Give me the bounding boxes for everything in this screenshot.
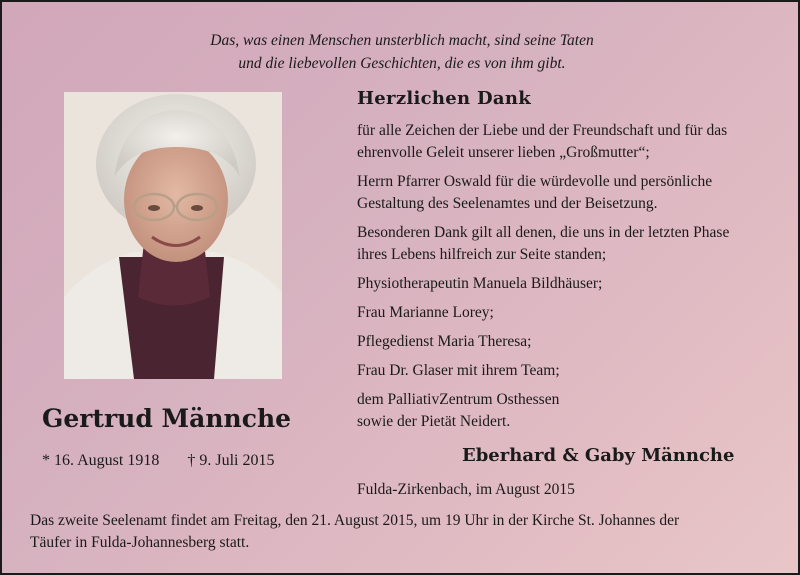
life-dates	[42, 452, 274, 470]
family-signature: Eberhard & Gaby Männche	[462, 445, 735, 466]
birth-date: * 16. August 1918	[42, 452, 160, 469]
thanks-paragraph	[357, 120, 777, 164]
service-notice	[30, 510, 780, 554]
text-line: Frau Marianne Lorey;	[357, 304, 494, 321]
place-date: Fulda-Zirkenbach, im August 2015	[357, 481, 575, 498]
text-line: Besonderen Dank gilt all denen, die uns in der letzten Phase	[357, 224, 730, 241]
text-line: Herrn Pfarrer Oswald für die würdevolle und persönliche	[357, 173, 713, 190]
quote-line: und die liebevollen Geschichten, die es von ihm gibt.	[238, 55, 566, 72]
thanks-heading: Herzlichen Dank	[357, 88, 532, 109]
text-line: ehrenvolle Geleit unserer lieben „Großmutter“;	[357, 144, 650, 161]
thanks-paragraph	[357, 273, 777, 295]
quote-line: Das, was einen Menschen unsterblich macht, sind seine Taten	[210, 32, 594, 49]
text-line: Das zweite Seelenamt findet am Freitag, den 21. August 2015, um 19 Uhr in der Kirche St. Johannes der	[30, 512, 680, 529]
text-line: Täufer in Fulda-Johannesberg statt.	[30, 534, 250, 551]
text-line: Physiotherapeutin Manuela Bildhäuser;	[357, 275, 603, 292]
thanks-paragraph	[357, 360, 777, 382]
death-date: † 9. Juli 2015	[187, 452, 275, 469]
text-line: ihres Lebens hilfreich zur Seite standen;	[357, 246, 607, 263]
thanks-paragraph	[357, 331, 777, 353]
text-line: sowie der Pietät Neidert.	[357, 413, 511, 430]
text-line: dem PalliativZentrum Osthessen	[357, 391, 560, 408]
thanks-paragraph	[357, 222, 777, 266]
portrait-photo	[64, 92, 282, 379]
text-line: Frau Dr. Glaser mit ihrem Team;	[357, 362, 560, 379]
portrait-illustration	[64, 92, 282, 379]
thanks-paragraph	[357, 302, 777, 324]
thanks-text	[357, 120, 777, 433]
thanks-paragraph	[357, 389, 777, 433]
deceased-name: Gertrud Männche	[42, 404, 292, 433]
text-line: Gestaltung des Seelenamtes und der Beisetzung.	[357, 195, 658, 212]
text-line: Pflegedienst Maria Theresa;	[357, 333, 532, 350]
thanks-paragraph	[357, 171, 777, 215]
text-line: für alle Zeichen der Liebe und der Freundschaft und für das	[357, 122, 728, 139]
memorial-quote	[102, 29, 702, 75]
